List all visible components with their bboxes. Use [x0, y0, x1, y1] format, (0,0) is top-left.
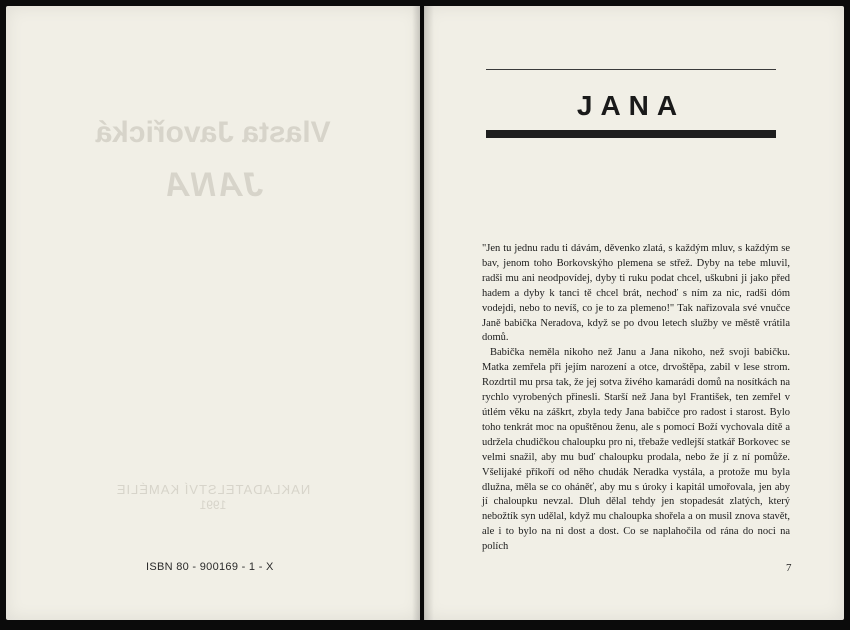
chapter-top-rule [486, 69, 776, 70]
bleedthrough-publisher: NAKLADATELSTVÍ KAMÉLIE [115, 482, 311, 497]
book-gutter [412, 6, 434, 620]
paragraph-2: Babička neměla nikoho než Janu a Jana nikoho, než svoji babičku. Matka zemřela při jejím narození a otce, drvoštěpa, zabil v lese strom. Rozdrtil mu prsa tak, že jej sotva živého kamarádi domů na nosítkách na rychlo vyrobených přinesli. Starší než Jana byl František, ten zemřel v útlém věku na záškrt, zbyla tedy Jana babičce pro radost i starost. Bylo toho tenkrát moc na opuštěnou ženu, ale s pomocí Boží vychovala dítě a udržela chudičkou chaloupku pro ni, třebaže vedlejší statkář Borkovec se velmi snažil, aby mu buď chaloupku prodala, nebo že jí z ní pomůže. Všelijaké příkoří od něho chudák Neradka vystála, a protože mu byla dlužna, měla se co oháněť, aby mu s úroky i kapitál umořovala, jen aby jí chaloupku nevzal. Dluh dělal tehdy jen stopadesát zlatých, který nebožtík syn udělal, když mu chaloupka shořela a on musil znova stavět, ale i to bylo na ni dost a dost. Co se naplahočila od rána do noci na polích [482, 347, 790, 553]
page-number: 7 [786, 562, 792, 574]
chapter-bottom-rule [486, 130, 776, 138]
right-page [424, 6, 844, 620]
paragraph-1: "Jen tu jednu radu ti dávám, děvenko zlatá, s každým mluv, s každým se bav, jenom toho Borkovskýho plemena se střež. Dyby na tebe mluvil, radši mu ani neodpovídej, dyby ti ruku podat chcel, uškubni ji jako před hadem a dyby k tanci tě chcel brát, nechoď s ním za nic, radši dóm vodejdi, nebo to nevíš, co je to za plemeno!" Tak nařizovala své vnučce Janě babička Neradova, když se po dvou letech služby ve městě vrátila domů. [482, 243, 790, 344]
left-page [6, 6, 420, 620]
bleedthrough-author: Vlasta Javořická [95, 116, 331, 149]
bleedthrough-title: JANA [162, 166, 264, 204]
chapter-body [482, 242, 790, 555]
isbn-line: ISBN 80 - 900169 - 1 - X [146, 561, 274, 573]
bleedthrough-year: 1991 [199, 498, 227, 512]
chapter-title: JANA [576, 90, 686, 121]
